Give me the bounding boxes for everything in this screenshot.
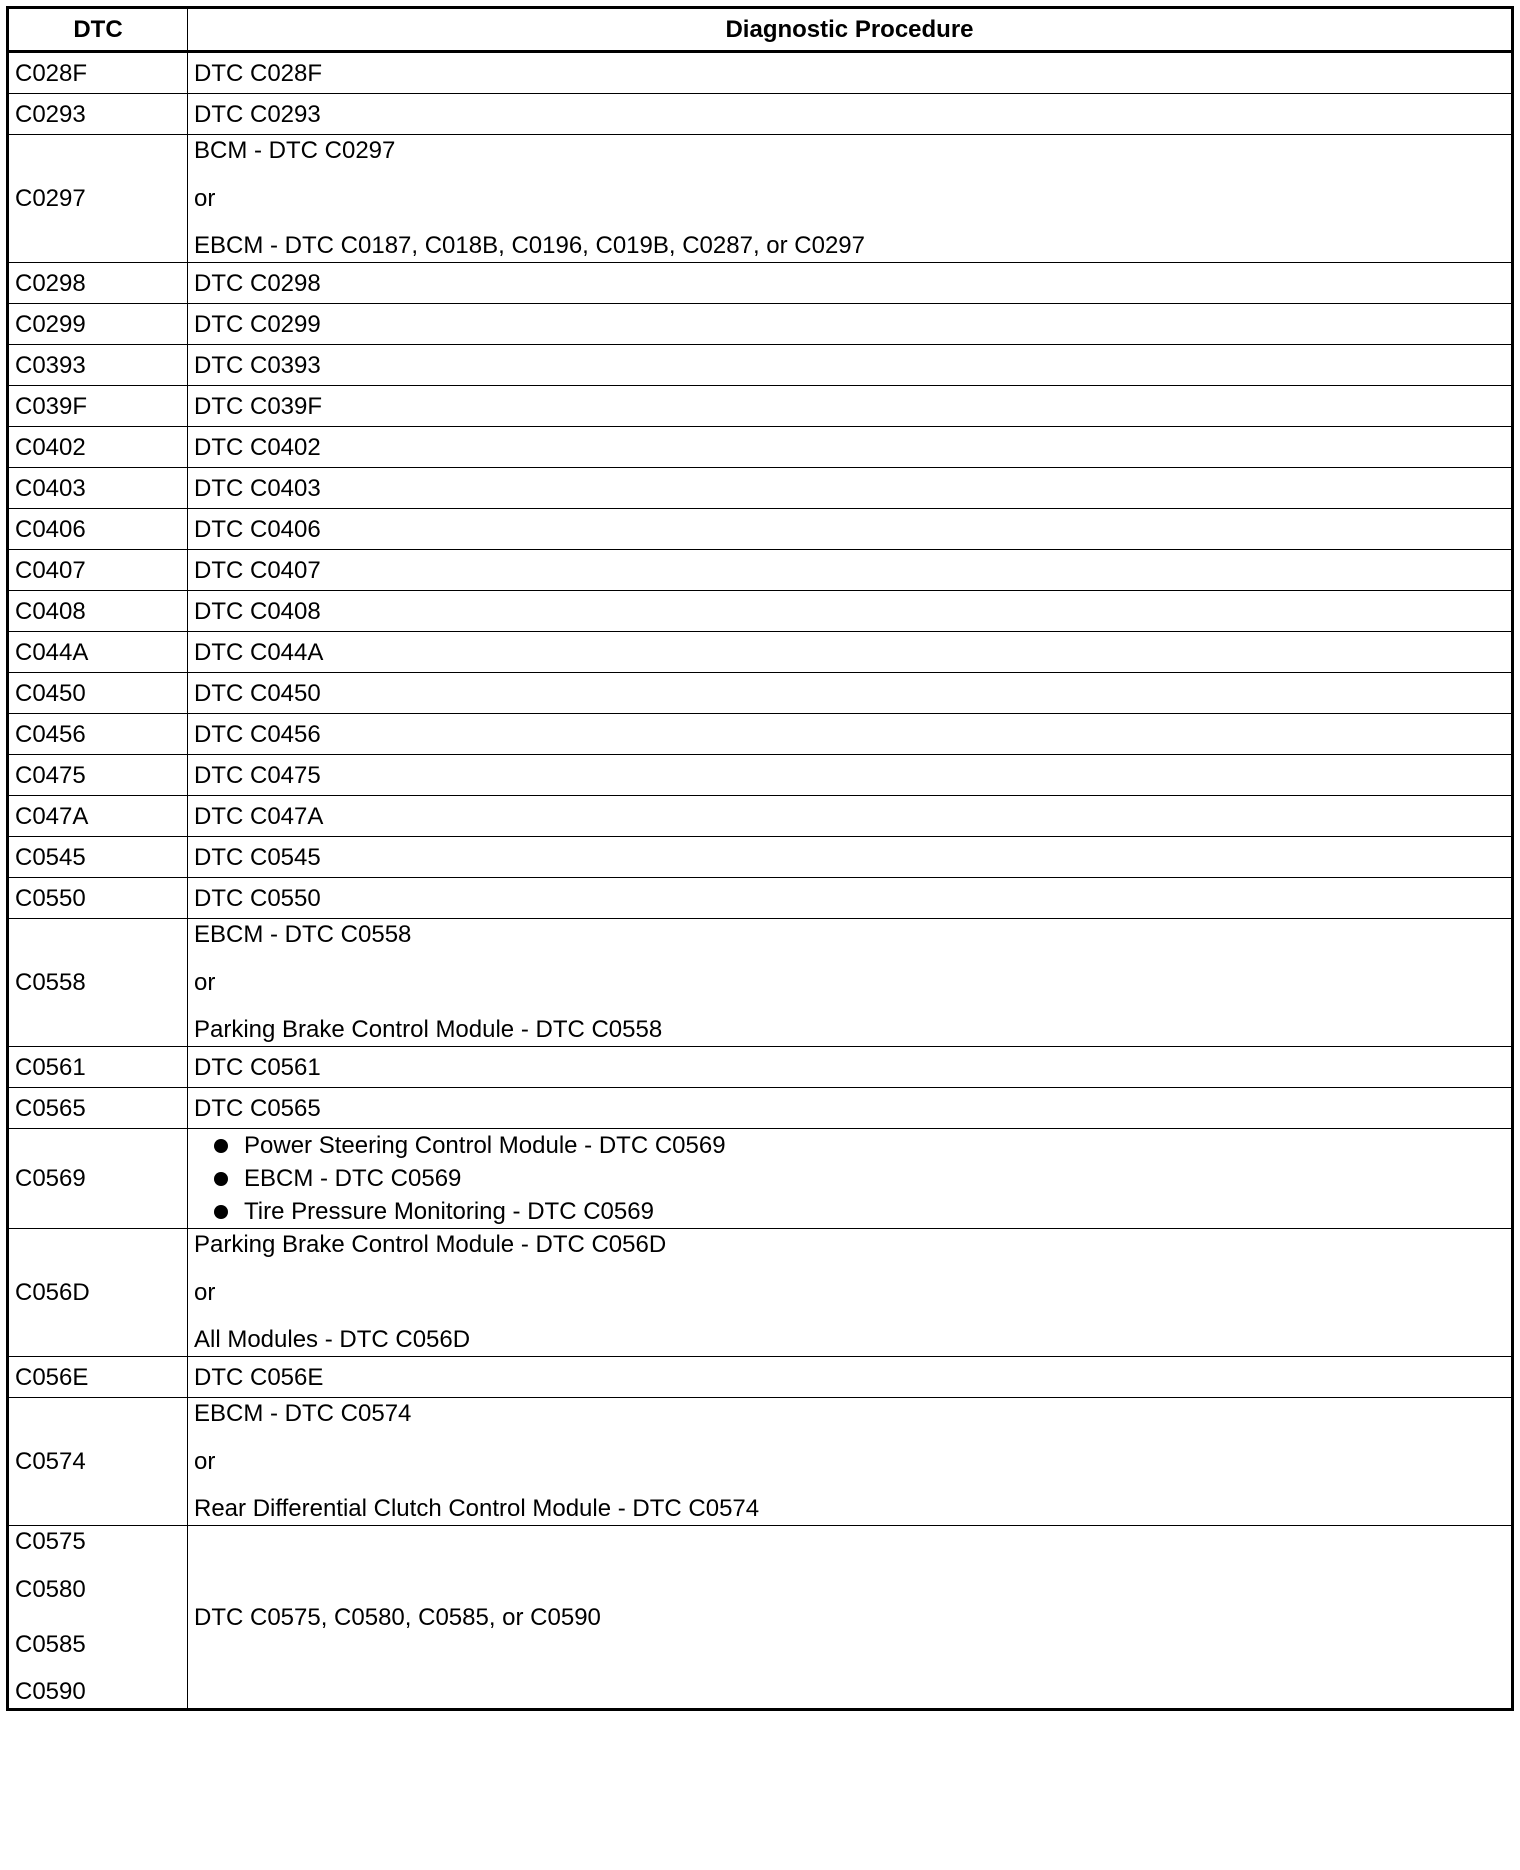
dtc-code-cell bbox=[8, 468, 188, 509]
table-row bbox=[8, 714, 1513, 755]
procedure-cell bbox=[188, 1526, 1513, 1710]
dtc-column-header: DTC bbox=[8, 8, 188, 52]
procedure-line: EBCM - DTC C0574 bbox=[194, 1400, 412, 1427]
dtc-code: C0299 bbox=[15, 310, 86, 338]
dtc-code-cell bbox=[8, 796, 188, 837]
procedure-cell bbox=[188, 673, 1513, 714]
procedure-cell bbox=[188, 386, 1513, 427]
procedure-line: DTC C0298 bbox=[194, 269, 321, 297]
procedure-cell bbox=[188, 796, 1513, 837]
procedure-line: Rear Differential Clutch Control Module - DTC C0574 bbox=[194, 1495, 760, 1522]
procedure-line: DTC C047A bbox=[194, 802, 324, 830]
table-row bbox=[8, 550, 1513, 591]
dtc-code-cell bbox=[8, 94, 188, 135]
procedure-cell bbox=[188, 1229, 1513, 1357]
dtc-code-cell bbox=[8, 304, 188, 345]
table-row bbox=[8, 1398, 1513, 1526]
procedure-line: DTC C0406 bbox=[194, 515, 321, 543]
procedure-line: DTC C0475 bbox=[194, 761, 321, 789]
table-row bbox=[8, 1229, 1513, 1357]
table-row bbox=[8, 52, 1513, 94]
procedure-line: DTC C0393 bbox=[194, 351, 321, 379]
dtc-code: C0475 bbox=[15, 761, 86, 789]
procedure-cell bbox=[188, 263, 1513, 304]
table-row bbox=[8, 509, 1513, 550]
procedure-line: or bbox=[194, 185, 216, 212]
dtc-code: C0450 bbox=[15, 679, 86, 707]
table-row bbox=[8, 1047, 1513, 1088]
procedure-cell bbox=[188, 919, 1513, 1047]
procedure-line: DTC C056E bbox=[194, 1363, 324, 1391]
dtc-code: C0293 bbox=[15, 100, 86, 128]
table-row bbox=[8, 1129, 1513, 1229]
dtc-code-cell bbox=[8, 386, 188, 427]
dtc-code: C0585 bbox=[15, 1631, 86, 1658]
dtc-code: C0561 bbox=[15, 1053, 86, 1081]
dtc-code-cell bbox=[8, 427, 188, 468]
procedure-cell bbox=[188, 1047, 1513, 1088]
table-row bbox=[8, 919, 1513, 1047]
table-row bbox=[8, 263, 1513, 304]
procedure-cell bbox=[188, 1357, 1513, 1398]
table-row bbox=[8, 1357, 1513, 1398]
procedure-line: DTC C0293 bbox=[194, 100, 321, 128]
dtc-code: C0574 bbox=[15, 1448, 86, 1475]
procedure-bullet-item: Tire Pressure Monitoring - DTC C0569 bbox=[214, 1195, 1505, 1228]
procedure-cell bbox=[188, 345, 1513, 386]
dtc-code: C044A bbox=[15, 638, 89, 666]
procedure-line: DTC C039F bbox=[194, 392, 323, 420]
dtc-code-cell bbox=[8, 632, 188, 673]
table-row bbox=[8, 135, 1513, 263]
dtc-code: C0407 bbox=[15, 556, 86, 584]
table-row bbox=[8, 94, 1513, 135]
dtc-code: C0565 bbox=[15, 1094, 86, 1122]
procedure-line: DTC C0456 bbox=[194, 720, 321, 748]
procedure-cell bbox=[188, 427, 1513, 468]
dtc-code: C0590 bbox=[15, 1678, 86, 1705]
dtc-code: C0456 bbox=[15, 720, 86, 748]
dtc-code-cell bbox=[8, 919, 188, 1047]
dtc-code-cell bbox=[8, 1047, 188, 1088]
dtc-code: C0575 bbox=[15, 1528, 86, 1555]
dtc-code-cell bbox=[8, 135, 188, 263]
dtc-code: C0545 bbox=[15, 843, 86, 871]
procedure-bullet-item: Power Steering Control Module - DTC C0569 bbox=[214, 1129, 1505, 1162]
dtc-code: C039F bbox=[15, 392, 88, 420]
table-row bbox=[8, 796, 1513, 837]
procedure-cell bbox=[188, 1398, 1513, 1526]
dtc-code: C0406 bbox=[15, 515, 86, 543]
procedure-cell bbox=[188, 304, 1513, 345]
procedure-cell bbox=[188, 837, 1513, 878]
dtc-code-cell bbox=[8, 1129, 188, 1229]
procedure-line: DTC C028F bbox=[194, 59, 323, 87]
table-row bbox=[8, 427, 1513, 468]
table-row bbox=[8, 304, 1513, 345]
table-body bbox=[8, 52, 1513, 1710]
procedure-cell bbox=[188, 550, 1513, 591]
procedure-line: Parking Brake Control Module - DTC C056D bbox=[194, 1231, 667, 1258]
procedure-cell bbox=[188, 1129, 1513, 1229]
procedure-line: or bbox=[194, 1448, 216, 1475]
dtc-code-cell bbox=[8, 52, 188, 94]
procedure-line: All Modules - DTC C056D bbox=[194, 1326, 471, 1353]
procedure-line: DTC C0407 bbox=[194, 556, 321, 584]
dtc-code-cell bbox=[8, 509, 188, 550]
table-row bbox=[8, 591, 1513, 632]
dtc-code-cell bbox=[8, 1526, 188, 1710]
dtc-code: C0580 bbox=[15, 1576, 86, 1603]
dtc-code: C047A bbox=[15, 802, 89, 830]
procedure-line: DTC C0565 bbox=[194, 1094, 321, 1122]
dtc-code-cell bbox=[8, 1229, 188, 1357]
dtc-code-cell bbox=[8, 673, 188, 714]
table-row bbox=[8, 673, 1513, 714]
dtc-code-cell bbox=[8, 263, 188, 304]
dtc-code-cell bbox=[8, 1357, 188, 1398]
header-row bbox=[8, 8, 1513, 52]
table-row bbox=[8, 1088, 1513, 1129]
dtc-code: C056D bbox=[15, 1279, 90, 1306]
table-row bbox=[8, 632, 1513, 673]
table-row bbox=[8, 386, 1513, 427]
table-row bbox=[8, 755, 1513, 796]
dtc-code: C0569 bbox=[15, 1165, 86, 1192]
dtc-code-cell bbox=[8, 755, 188, 796]
dtc-code: C0298 bbox=[15, 269, 86, 297]
procedure-cell bbox=[188, 632, 1513, 673]
procedure-line: DTC C0403 bbox=[194, 474, 321, 502]
procedure-cell bbox=[188, 52, 1513, 94]
procedure-line: or bbox=[194, 1279, 216, 1306]
table-row bbox=[8, 878, 1513, 919]
dtc-code-cell bbox=[8, 345, 188, 386]
dtc-code: C0550 bbox=[15, 884, 86, 912]
dtc-code-cell bbox=[8, 1088, 188, 1129]
dtc-code-cell bbox=[8, 1398, 188, 1526]
dtc-code: C0297 bbox=[15, 185, 86, 212]
procedure-line: DTC C0450 bbox=[194, 679, 321, 707]
dtc-code: C0393 bbox=[15, 351, 86, 379]
procedure-line: BCM - DTC C0297 bbox=[194, 137, 396, 164]
dtc-code: C056E bbox=[15, 1363, 89, 1391]
dtc-code-cell bbox=[8, 714, 188, 755]
procedure-bullet-item: EBCM - DTC C0569 bbox=[214, 1162, 1505, 1195]
dtc-code: C0558 bbox=[15, 969, 86, 996]
procedure-line: DTC C0545 bbox=[194, 843, 321, 871]
procedure-line: DTC C0299 bbox=[194, 310, 321, 338]
procedure-cell bbox=[188, 878, 1513, 919]
table-row bbox=[8, 1526, 1513, 1710]
dtc-procedure-table bbox=[6, 6, 1514, 1711]
procedure-line: DTC C0575, C0580, C0585, or C0590 bbox=[194, 1603, 601, 1631]
procedure-line: DTC C0550 bbox=[194, 884, 321, 912]
procedure-cell bbox=[188, 509, 1513, 550]
procedure-line: DTC C0408 bbox=[194, 597, 321, 625]
procedure-cell bbox=[188, 135, 1513, 263]
procedure-cell bbox=[188, 714, 1513, 755]
procedure-cell bbox=[188, 755, 1513, 796]
table-row bbox=[8, 345, 1513, 386]
dtc-code: C0403 bbox=[15, 474, 86, 502]
dtc-code: C028F bbox=[15, 59, 88, 87]
table-row bbox=[8, 468, 1513, 509]
table-row bbox=[8, 837, 1513, 878]
procedure-line: DTC C0402 bbox=[194, 433, 321, 461]
dtc-code: C0408 bbox=[15, 597, 86, 625]
procedure-line: Parking Brake Control Module - DTC C0558 bbox=[194, 1016, 663, 1043]
procedure-line: EBCM - DTC C0558 bbox=[194, 921, 412, 948]
dtc-code-cell bbox=[8, 878, 188, 919]
dtc-code-cell bbox=[8, 837, 188, 878]
procedure-line: EBCM - DTC C0187, C018B, C0196, C019B, C0287, or C0297 bbox=[194, 232, 866, 259]
procedure-line: DTC C044A bbox=[194, 638, 324, 666]
procedure-line: or bbox=[194, 969, 216, 996]
procedure-cell bbox=[188, 1088, 1513, 1129]
dtc-code-cell bbox=[8, 591, 188, 632]
procedure-cell bbox=[188, 468, 1513, 509]
dtc-code: C0402 bbox=[15, 433, 86, 461]
procedure-column-header: Diagnostic Procedure bbox=[188, 8, 1513, 52]
dtc-code-cell bbox=[8, 550, 188, 591]
procedure-cell bbox=[188, 94, 1513, 135]
procedure-line: DTC C0561 bbox=[194, 1053, 321, 1081]
procedure-bullet-list bbox=[194, 1129, 1505, 1228]
procedure-cell bbox=[188, 591, 1513, 632]
